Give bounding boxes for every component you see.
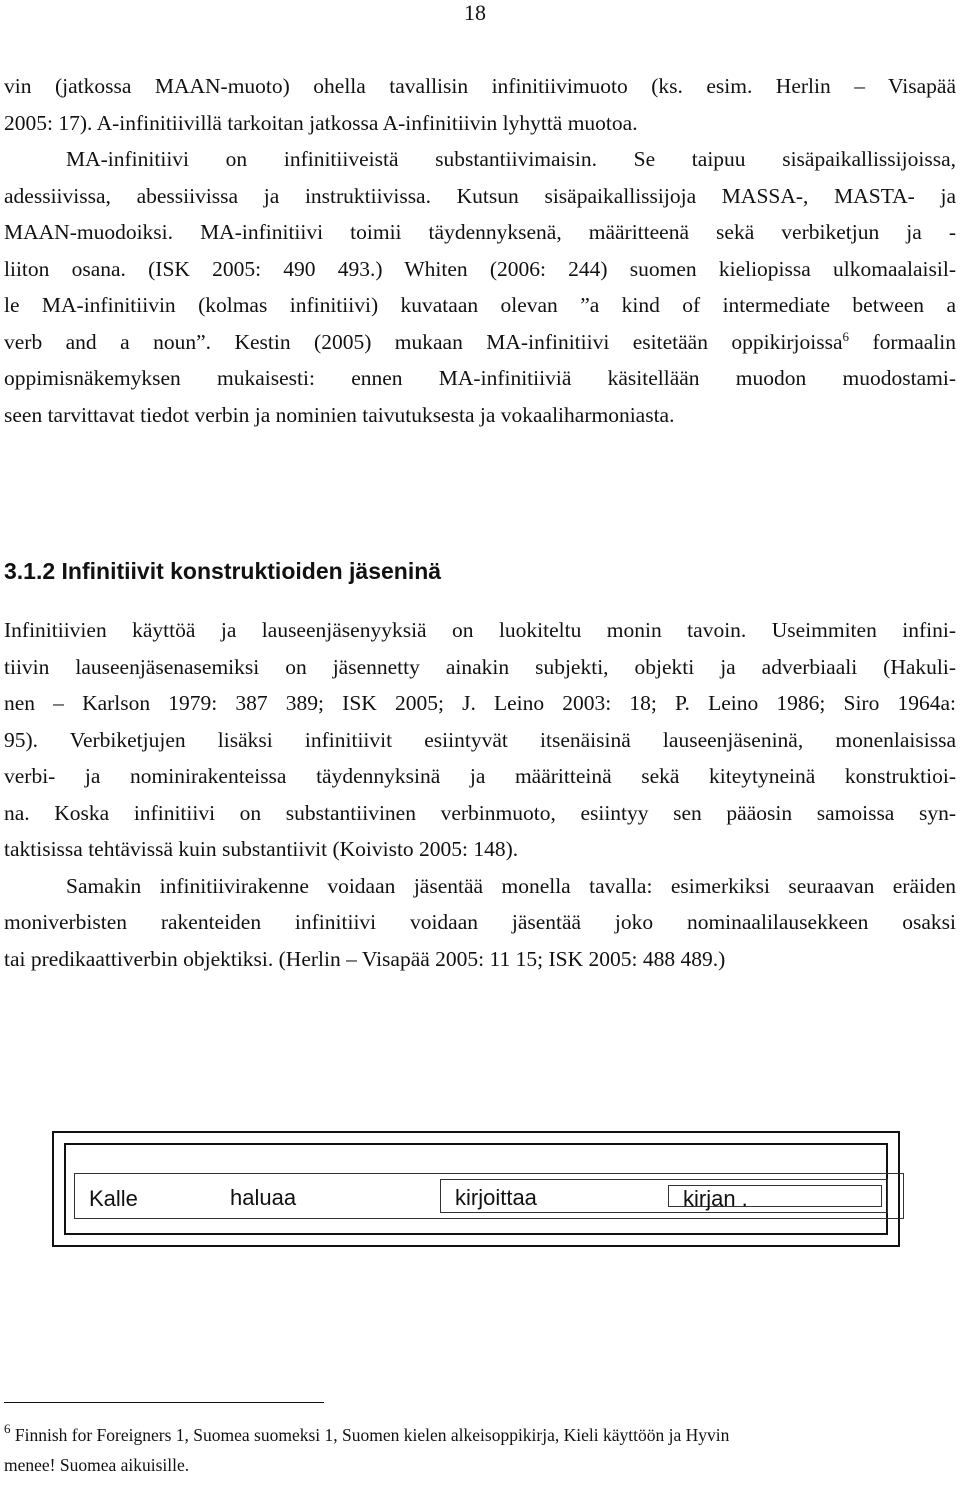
section-heading: 3.1.2 Infinitiivit konstruktioiden jäseninä [4, 558, 442, 584]
diagram-box-object [668, 1185, 882, 1211]
text-line: seen tarvittavat tiedot verbin ja nominien taivutuksesta ja vokaaliharmoniasta. [4, 402, 675, 427]
text-line: 2005: 17). A-infinitiivillä tarkoitan jatkossa A-infinitiivin lyhyttä muotoa. [4, 110, 638, 135]
page-number: 18 [464, 0, 486, 25]
diagram-word: kirjoittaa [455, 1185, 537, 1210]
footnote-reference[interactable]: 6 [842, 328, 849, 344]
text-line: 95). Verbiketjujen lisäksi infinitiivit esiintyvät itsenäisinä lauseenjäseninä, monenlaisissa [4, 727, 956, 752]
text-line: Samakin infinitiivirakenne voidaan jäsentää monella tavalla: esimerkiksi seuraavan eräiden [66, 873, 956, 898]
footnote-separator [4, 1402, 324, 1403]
diagram-word: kirjan . [683, 1186, 748, 1211]
diagram-word: Kalle [89, 1186, 138, 1211]
text-line: MA-infinitiivi on infinitiiveistä substantiivimaisin. Se taipuu sisäpaikallissijoissa, [66, 147, 956, 171]
text-line: taktisissa tehtävissä kuin substantiivit (Koivisto 2005: 148). [4, 837, 519, 861]
text-line: liiton osana. (ISK 2005: 490 493.) Whiten (2006: 244) suomen kieliopissa ulkomaalaisil- [4, 256, 956, 281]
text-line: oppimisnäkemyksen mukaisesti: ennen MA-infinitiiviä käsitellään muodon muodostami- [4, 366, 956, 390]
text-line-tail: formaalin [872, 329, 957, 354]
constituent-diagram [52, 1131, 900, 1247]
text-line: nen – Karlson 1979: 387 389; ISK 2005; J. Leino 2003: 18; P. Leino 1986; Siro 1964a: [4, 691, 956, 715]
text-line: adessiivissa, abessiivissa ja instruktiivissa. Kutsun sisäpaikallissijoja MASSA-, MASTA- ja [4, 183, 956, 208]
text-line: na. Koska infinitiivi on substantiivinen verbinmuoto, esiintyy sen pääosin samoissa syn- [4, 800, 956, 825]
text-line: tiivin lauseenjäsenasemiksi on jäsennetty ainakin subjekti, objekti ja adverbiaali (Hakuli- [4, 654, 956, 679]
footnote-line: menee! Suomea aikuisille. [4, 1455, 190, 1475]
diagram-word: haluaa [230, 1185, 297, 1210]
footnote-line: $^6$ Finnish for Foreigners 1, Suomea suomeksi 1, Suomen kielen alkeisoppikirja, Kieli käyttöön ja Hyvin [4, 1421, 730, 1445]
text-line: tai predikaattiverbin objektiksi. (Herlin – Visapää 2005: 11 15; ISK 2005: 488 489.) [4, 946, 726, 971]
paragraph-1 [4, 68, 956, 433]
footnote [4, 1420, 944, 1480]
text-line: Infinitiivien käyttöä ja lauseenjäsenyyksiä on luokiteltu monin tavoin. Useimmiten infini- [4, 618, 956, 642]
text-line: MAAN-muodoiksi. MA-infinitiivi toimii täydennyksenä, määritteenä sekä verbiketjun ja - [4, 220, 956, 244]
text-line: verbi- ja nominirakenteissa täydennyksinä ja määritteinä sekä kiteytyneinä konstruktioi- [4, 764, 956, 788]
text-line: moniverbisten rakenteiden infinitiivi voidaan jäsentää joko nominaalilausekkeen osaksi [4, 910, 956, 934]
text-line: le MA-infinitiivin (kolmas infinitiivi) kuvataan olevan ”a kind of intermediate between a [4, 293, 956, 317]
footnote-number: 6 [4, 1421, 11, 1436]
diagram-inner-frame [64, 1143, 888, 1235]
text-line-with-footnote [4, 324, 956, 361]
paragraph-2 [4, 612, 956, 977]
text-line-head: verb and a noun”. Kestin (2005) mukaan MA-infinitiivi esitetään oppikirjoissa [4, 329, 843, 354]
text-line: vin (jatkossa MAAN-muoto) ohella tavallisin infinitiivimuoto (ks. esim. Herlin – Visapää [4, 74, 956, 98]
